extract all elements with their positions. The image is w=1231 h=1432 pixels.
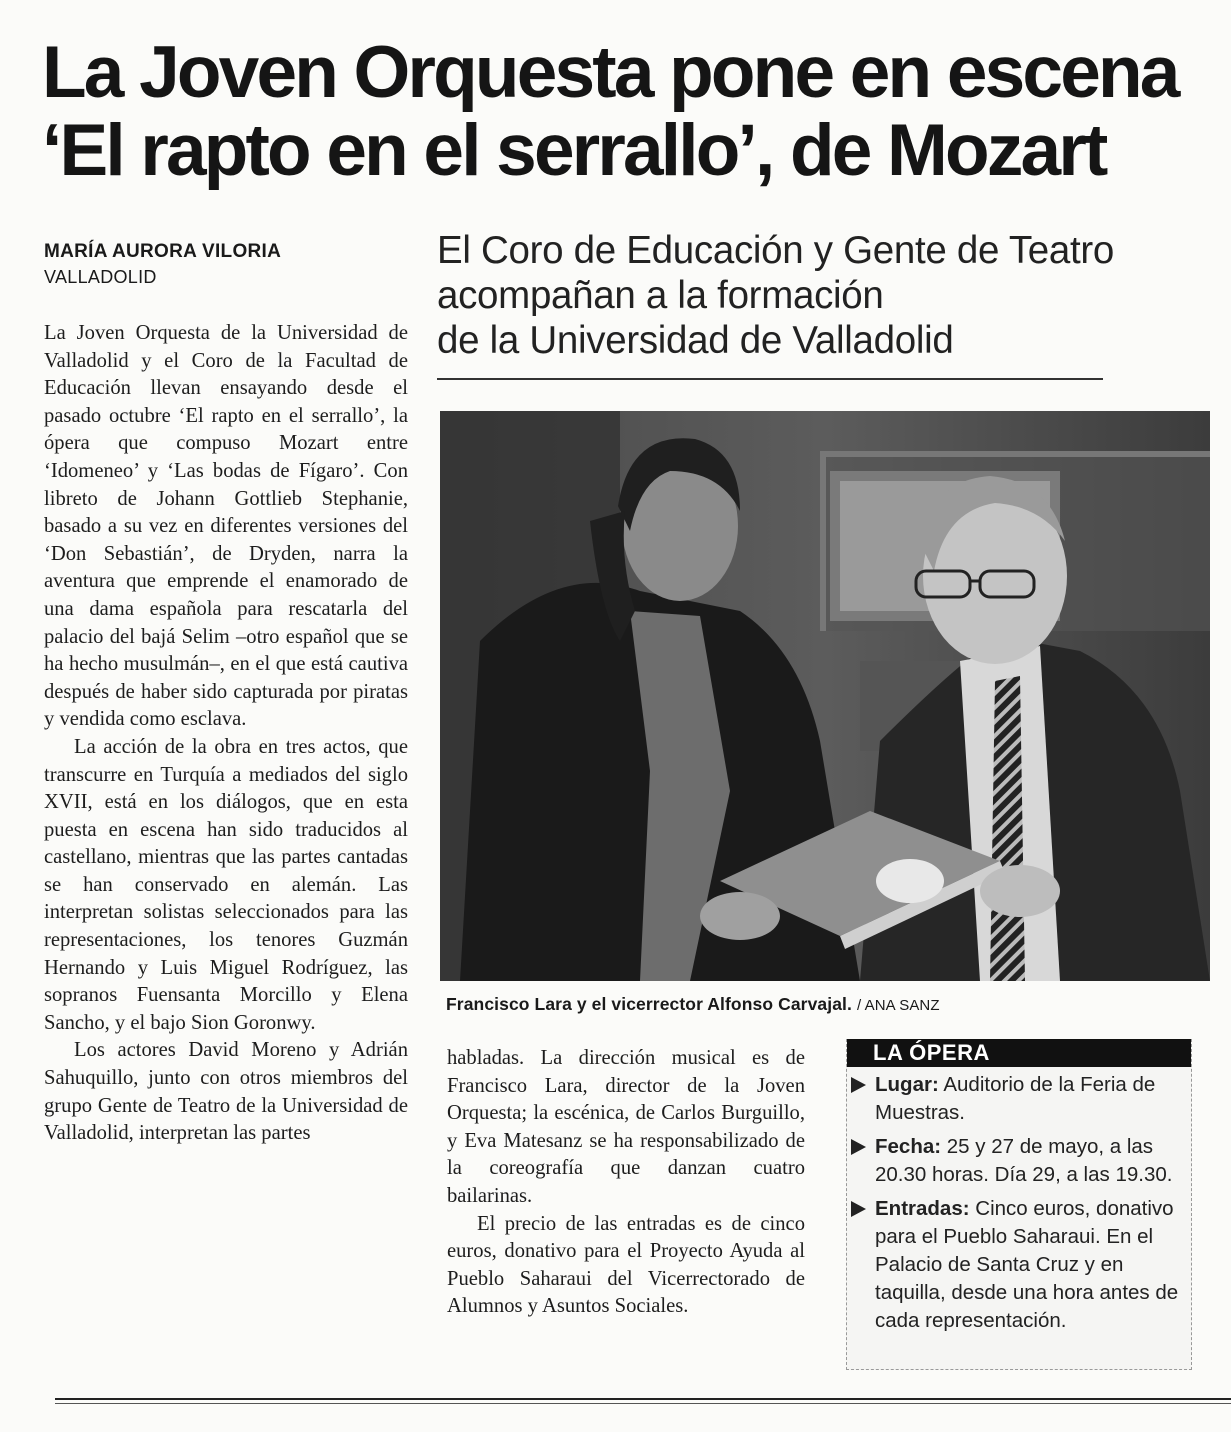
subheadline-line-3: de la Universidad de Valladolid	[437, 319, 954, 362]
article-column-1	[44, 320, 408, 1148]
info-item-label: Entradas:	[875, 1197, 970, 1220]
body-paragraph: El precio de las entradas es de cinco euros, donativo para el Proyecto Ayuda al Pueblo Saharaui del Vicerrectorado de Alumnos y Asuntos Sociales.	[447, 1212, 805, 1318]
dateline-location: VALLADOLID	[44, 267, 157, 287]
arrow-icon	[851, 1139, 866, 1155]
info-box	[846, 1039, 1192, 1370]
info-item-text: Cinco euros, donativo para el Pueblo Saharaui. En el Palacio de Santa Cruz y en taquilla, desde una hora antes de cada representación.	[875, 1197, 1179, 1332]
article-column-2	[447, 1045, 805, 1321]
arrow-icon	[851, 1077, 866, 1093]
info-item-label: Fecha:	[875, 1135, 942, 1158]
body-paragraph: habladas. La dirección musical es de Francisco Lara, director de la Joven Orquesta; la escénica, de Carlos Burguillo, y Eva Matesanz se ha responsabilizado de la coreografía que danzan cuatro bailarinas.	[447, 1047, 805, 1207]
news-photo	[440, 411, 1210, 981]
photo-caption	[446, 994, 940, 1015]
body-paragraph: La Joven Orquesta de la Universidad de Valladolid y el Coro de la Facultad de Educación llevan ensayando desde el pasado octubre ‘El rapto en el serrallo’, la ópera que compuso Mozart entre ‘Idomeneo’ y ‘Las bodas de Fígaro’. Con libreto de Johann Gottlieb Stephanie, basado a su vez en diferentes versiones del ‘Don Sebastián’, de Dryden, narra la aventura que emprende el enamorado de una dama española para rescatarla del palacio del bajá Selim –otro español que se ha hecho musulmán–, en el que está cautiva después de haber sido capturada por piratas y vendida como esclava.	[44, 322, 408, 731]
info-item-entradas	[847, 1195, 1191, 1335]
headline: La Joven Orquesta pone en escena ‘El rapto en el serrallo’, de Mozart	[42, 32, 1178, 191]
byline	[44, 240, 281, 290]
photo-illustration	[440, 411, 1210, 981]
info-box-title: LA ÓPERA	[847, 1039, 1191, 1067]
photo-credit: / ANA SANZ	[856, 997, 940, 1014]
subheadline-line-2: acompañan a la formación	[437, 274, 884, 317]
arrow-icon	[851, 1201, 866, 1217]
page-bottom-rule-secondary	[55, 1403, 1231, 1404]
info-item-lugar	[847, 1071, 1191, 1127]
info-item-label: Lugar:	[875, 1073, 939, 1096]
subheadline-divider	[437, 378, 1103, 380]
author-name: MARÍA AURORA VILORIA	[44, 241, 282, 262]
body-paragraph: La acción de la obra en tres actos, que transcurre en Turquía a mediados del siglo XVII, está en los diálogos, que en esta puesta en escena han sido traducidos al castellano, mientras que las partes cantadas se han conservado en alemán. Las interpretan solistas seleccionados para las representaciones, los tenores Guzmán Hernando y Luis Miguel Rodríguez, las sopranos Fuensanta Morcillo y Elena Sancho, y el bajo Sion Goronwy.	[44, 735, 408, 1034]
info-box-list	[847, 1071, 1191, 1335]
info-item-fecha	[847, 1133, 1191, 1189]
subheadline	[437, 228, 1207, 363]
body-paragraph: Los actores David Moreno y Adrián Sahuquillo, junto con otros miembros del grupo Gente de Teatro de la Universidad de Valladolid, interpretan las partes	[44, 1039, 408, 1145]
page-bottom-rule	[55, 1398, 1231, 1400]
info-item-text: 25 y 27 de mayo, a las 20.30 horas. Día 29, a las 19.30.	[875, 1135, 1173, 1186]
subheadline-line-1: El Coro de Educación y Gente de Teatro	[437, 229, 1115, 272]
caption-text: Francisco Lara y el vicerrector Alfonso Carvajal.	[446, 994, 852, 1014]
info-item-text: Auditorio de la Feria de Muestras.	[875, 1073, 1156, 1124]
